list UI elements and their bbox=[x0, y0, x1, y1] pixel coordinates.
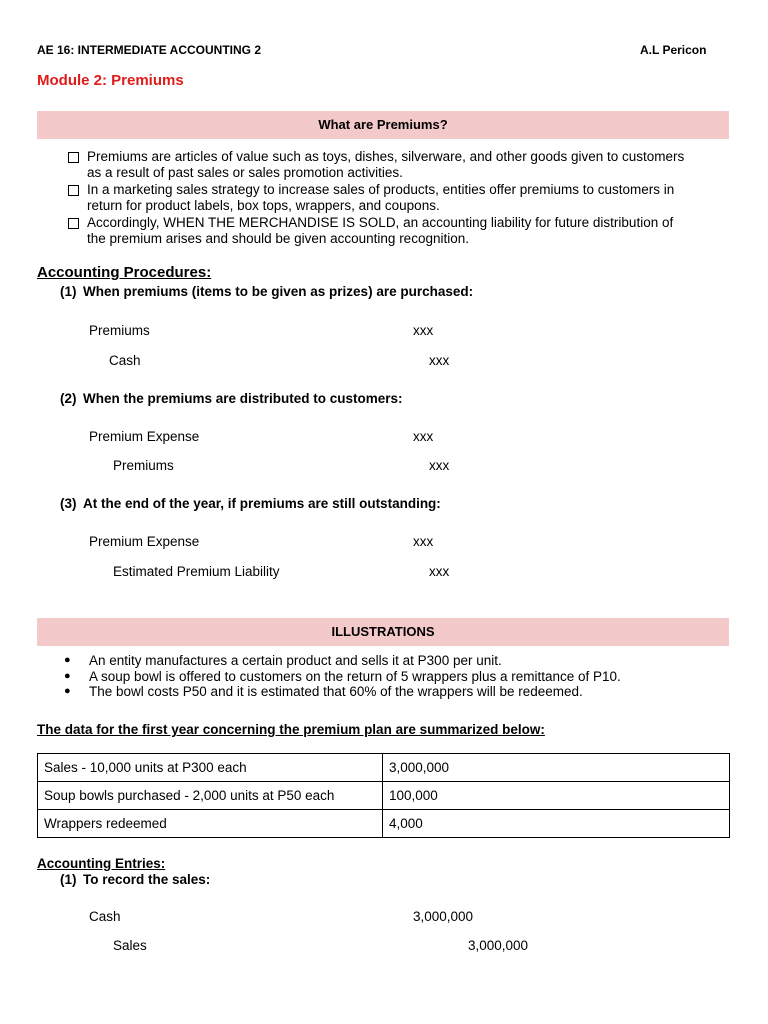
credit-account: Premiums bbox=[113, 458, 174, 473]
accounting-procedures-title: Accounting Procedures: bbox=[37, 264, 212, 281]
bullet-icon: ● bbox=[64, 654, 71, 666]
step-number: (2) bbox=[60, 391, 77, 406]
list-item bbox=[64, 684, 621, 700]
debit-account: Cash bbox=[89, 909, 121, 924]
table-cell-label: Wrappers redeemed bbox=[38, 810, 383, 838]
bullet-icon: ● bbox=[64, 669, 71, 682]
accounting-entries-title: Accounting Entries: bbox=[37, 856, 166, 871]
illustration-bullet-list bbox=[64, 653, 621, 700]
debit-account: Premium Expense bbox=[89, 429, 200, 444]
list-item-line: Accordingly, WHEN THE MERCHANDISE IS SOLD, an accounting liability for future distribution of bbox=[87, 215, 674, 230]
credit-amount: 3,000,000 bbox=[468, 938, 529, 953]
table-cell-label: Sales - 10,000 units at P300 each bbox=[38, 754, 383, 782]
list-item-line: as a result of past sales or sales promotion activities. bbox=[87, 165, 403, 180]
table-row bbox=[38, 782, 730, 810]
list-item bbox=[68, 182, 728, 214]
credit-account: Estimated Premium Liability bbox=[113, 564, 280, 579]
procedure-step-1 bbox=[60, 284, 473, 299]
debit-amount: xxx bbox=[413, 429, 434, 444]
data-summary-title: The data for the first year concerning the premium plan are summarized below: bbox=[37, 722, 545, 737]
step-number: (1) bbox=[60, 284, 77, 299]
procedure-step-3 bbox=[60, 496, 441, 511]
checkbox-icon bbox=[68, 218, 79, 229]
credit-amount: xxx bbox=[429, 353, 450, 368]
table-cell-value: 3,000,000 bbox=[383, 754, 730, 782]
bullet-text: The bowl costs P50 and it is estimated that 60% of the wrappers will be redeemed. bbox=[89, 684, 583, 699]
what-are-premiums-heading: What are Premiums? bbox=[37, 111, 729, 139]
step-text: At the end of the year, if premiums are still outstanding: bbox=[83, 496, 441, 511]
illustrations-heading: ILLUSTRATIONS bbox=[37, 618, 729, 646]
list-item bbox=[64, 653, 621, 669]
bullet-text: An entity manufactures a certain product and sells it at P300 per unit. bbox=[89, 653, 502, 668]
list-item bbox=[68, 149, 728, 181]
table-cell-value: 100,000 bbox=[383, 782, 730, 810]
step-text: When the premiums are distributed to customers: bbox=[83, 391, 403, 406]
table-cell-label: Soup bowls purchased - 2,000 units at P50 each bbox=[38, 782, 383, 810]
debit-amount: xxx bbox=[413, 534, 434, 549]
list-item-line: the premium arises and should be given accounting recognition. bbox=[87, 231, 469, 246]
premium-data-table bbox=[37, 753, 730, 838]
step-text: When premiums (items to be given as prizes) are purchased: bbox=[83, 284, 474, 299]
procedure-step-2 bbox=[60, 391, 403, 406]
premiums-definition-list bbox=[68, 149, 728, 248]
credit-amount: xxx bbox=[429, 564, 450, 579]
table-row bbox=[38, 810, 730, 838]
list-item-line: In a marketing sales strategy to increase sales of products, entities offer premiums to customers in bbox=[87, 182, 675, 197]
debit-amount: 3,000,000 bbox=[413, 909, 474, 924]
checkbox-icon bbox=[68, 152, 79, 163]
credit-amount: xxx bbox=[429, 458, 450, 473]
step-number: (3) bbox=[60, 496, 77, 511]
step-number: (1) bbox=[60, 872, 77, 887]
author-name: A.L Pericon bbox=[640, 43, 707, 57]
debit-amount: xxx bbox=[413, 323, 434, 338]
table-cell-value: 4,000 bbox=[383, 810, 730, 838]
step-text: To record the sales: bbox=[83, 872, 211, 887]
bullet-icon: ● bbox=[64, 685, 71, 697]
module-title: Module 2: Premiums bbox=[37, 72, 184, 89]
list-item-line: return for product labels, box tops, wrappers, and coupons. bbox=[87, 198, 440, 213]
list-item bbox=[64, 669, 621, 685]
entry-step-1 bbox=[60, 872, 210, 887]
course-title: AE 16: INTERMEDIATE ACCOUNTING 2 bbox=[37, 43, 262, 57]
debit-account: Premiums bbox=[89, 323, 150, 338]
credit-account: Sales bbox=[113, 938, 147, 953]
list-item-line: Premiums are articles of value such as toys, dishes, silverware, and other goods given to customers bbox=[87, 149, 685, 164]
bullet-text: A soup bowl is offered to customers on the return of 5 wrappers plus a remittance of P10. bbox=[89, 668, 621, 684]
debit-account: Premium Expense bbox=[89, 534, 200, 549]
checkbox-icon bbox=[68, 185, 79, 196]
credit-account: Cash bbox=[109, 353, 141, 368]
table-row bbox=[38, 754, 730, 782]
list-item bbox=[68, 215, 728, 247]
